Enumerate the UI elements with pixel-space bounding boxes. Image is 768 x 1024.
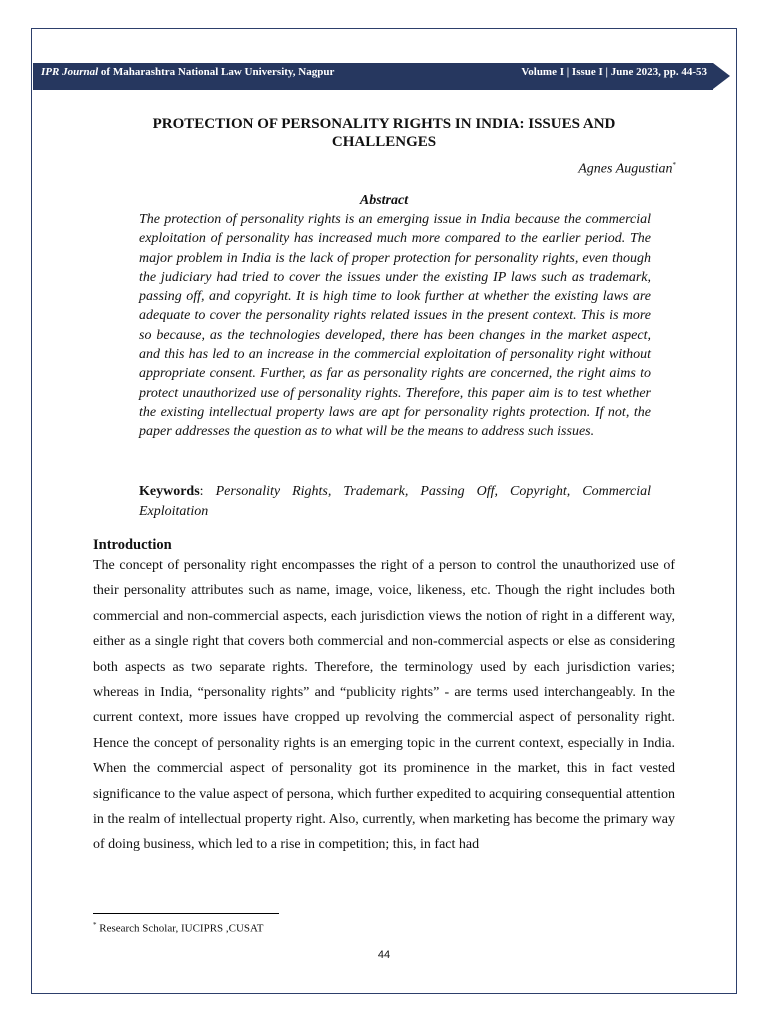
- journal-name-rest: of Maharashtra National Law University, Nagpur: [98, 66, 335, 78]
- author-footnote-mark: *: [672, 161, 676, 169]
- keywords-list: Personality Rights, Trademark, Passing Off, Copyright, Commercial Exploitation: [139, 484, 651, 519]
- footnote-text: Research Scholar, IUCIPRS ,CUSAT: [96, 922, 264, 935]
- header-banner-arrow: [713, 63, 730, 89]
- issue-info: Volume I | Issue I | June 2023, pp. 44-53: [521, 66, 707, 78]
- author-name: [578, 161, 676, 178]
- keywords: [139, 482, 651, 522]
- journal-name-italic: IPR Journal: [41, 66, 99, 78]
- keywords-separator: :: [199, 484, 216, 499]
- abstract-heading: Abstract: [359, 193, 409, 208]
- article-title: PROTECTION OF PERSONALITY RIGHTS IN INDIA: ISSUES AND CHALLENGES: [152, 116, 616, 150]
- introduction-heading: Introduction: [93, 537, 172, 553]
- footnote: [93, 921, 264, 935]
- abstract-body: The protection of personality rights is an emerging issue in India because the commercial exploitation of personality has increased much more compared to the earlier period. The major problem in India is the lack of proper protection for personality rights, even though the judiciary had tried to cover the issues under the existing IP laws such as trademark, passing off, and copyright. It is high time to look further at whether the existing laws are adequate to cover the personality rights related issues in the present context. This is more so because, as the technologies developed, there has been changes in the market aspect, and this has led to an increase in the commercial exploitation of personality right without appropriate consent. Further, as far as personality rights are concerned, the right aims to protect unauthorized use of personality rights. Therefore, this paper aim is to test whether the existing intellectual property laws are apt for personality rights protection. If not, the paper addresses the question as to what will be the means to address such issues.: [139, 212, 651, 440]
- author-name-text: Agnes Augustian: [578, 161, 673, 177]
- footnote-mark: *: [93, 921, 97, 929]
- keywords-label: Keywords: [139, 484, 200, 499]
- footnote-divider: [93, 913, 279, 914]
- page-number: 44: [377, 949, 391, 961]
- journal-name: [41, 66, 334, 78]
- introduction-body: The concept of personality right encompasses the right of a person to control the unauthorized use of their personality attributes such as name, image, voice, likeness, etc. Though the right includes both commercial and non-commercial aspects, each jurisdiction views the notion of right in a different way, either as a single right that covers both commercial and non-commercial aspects or else as considering both aspects as two separate rights. Therefore, the terminology used by each jurisdiction varies; whereas in India, “personality rights” and “publicity rights” - are terms used interchangeably. In the current context, more issues have cropped up revolving the commercial aspect of personality right. Hence the concept of personality rights is an emerging topic in the current context, especially in India. When the commercial aspect of personality got its prominence in the market, this in fact vested significance to the value aspect of persona, which further expedited to acquiring consequential attention in the realm of intellectual property right. Also, currently, when marketing has become the primary way of doing business, which led to a rise in competition; this, in fact had: [93, 558, 675, 853]
